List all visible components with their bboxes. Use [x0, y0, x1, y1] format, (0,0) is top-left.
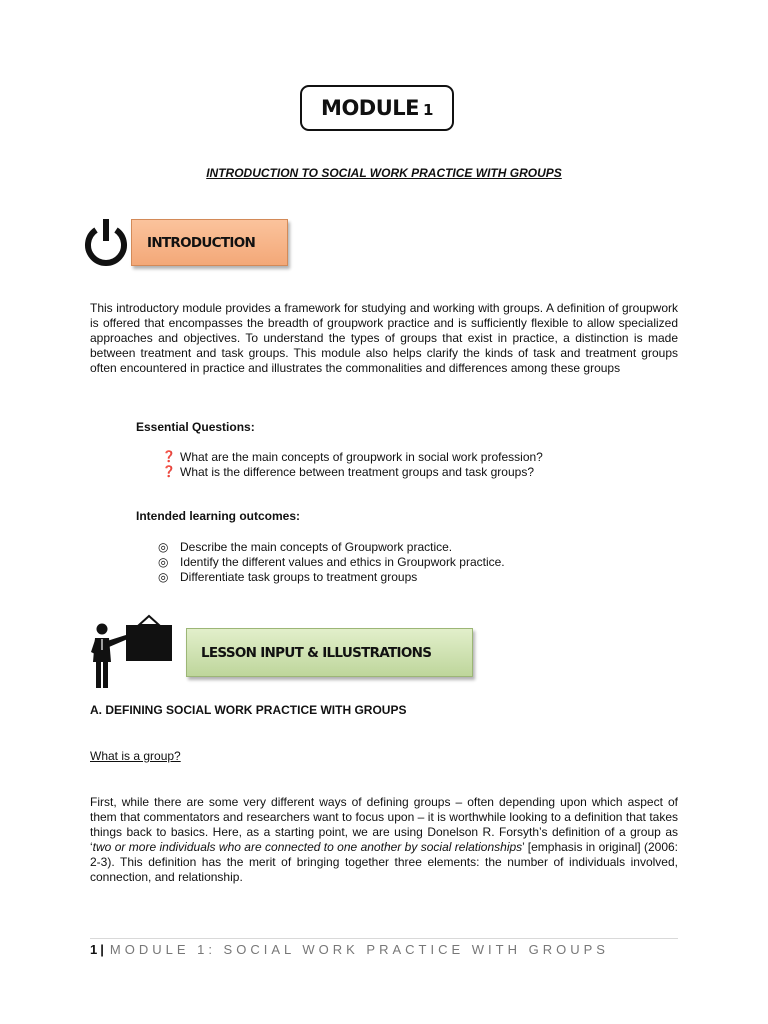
outcome-text: Differentiate task groups to treatment groups: [180, 569, 418, 584]
presenter-icon: [89, 614, 175, 690]
power-icon: [84, 217, 128, 267]
essential-questions-list: [162, 449, 543, 479]
question-bullet-icon: ❓: [162, 451, 176, 463]
footer-separator: |: [100, 942, 104, 957]
question-text: What is the difference between treatment groups and task groups?: [180, 464, 534, 479]
module-number: 1: [423, 101, 433, 119]
essential-questions-heading: Essential Questions:: [136, 420, 255, 434]
list-item: [162, 464, 543, 479]
footer-text: MODULE 1: SOCIAL WORK PRACTICE WITH GROUPS: [109, 942, 609, 957]
group-definition-paragraph: [90, 795, 678, 884]
introduction-label: INTRODUCTION: [147, 234, 256, 251]
learning-outcomes-list: [158, 539, 505, 584]
target-bullet-icon: ◎: [158, 569, 169, 584]
module-label: MODULE: [321, 96, 420, 120]
learning-outcomes-heading: Intended learning outcomes:: [136, 509, 301, 523]
target-bullet-icon: ◎: [158, 554, 169, 569]
module-title-box: [300, 85, 454, 131]
section-subheading: What is a group?: [90, 749, 181, 763]
lesson-input-label: LESSON INPUT & ILLUSTRATIONS: [201, 644, 432, 661]
footer-divider: [90, 938, 678, 939]
list-item: [158, 569, 505, 584]
list-item: [158, 539, 505, 554]
list-item: [162, 449, 543, 464]
introduction-paragraph: This introductory module provides a framework for studying and working with groups. A definition of groupwork is offered that encompasses the breadth of groupwork practice and is sufficiently flexible to allow specialized approaches and objectives. To understand the types of groups that exist in practice, a distinction is made between treatment and task groups. This module also helps clarify the kinds of task and treatment groups often encountered in practice and illustrates the commonalities and differences among these groups: [90, 301, 678, 375]
outcome-text: Describe the main concepts of Groupwork practice.: [180, 539, 453, 554]
introduction-banner: [131, 219, 288, 266]
question-text: What are the main concepts of groupwork in social work profession?: [180, 449, 543, 464]
module-subtitle: INTRODUCTION TO SOCIAL WORK PRACTICE WITH GROUPS: [206, 166, 562, 180]
page-number: 1: [90, 942, 98, 957]
list-item: [158, 554, 505, 569]
target-bullet-icon: ◎: [158, 539, 169, 554]
lesson-input-banner: [186, 628, 473, 677]
paragraph-text: First, while there are some very different ways of defining groups – often depending upon which aspect of them that commentators and researchers want to focus upon – it is worthwhile looking to a definition that takes things back to basics. Here, as a starting point, we are using Donelson R. Forsyth’s definition of a group as ‘: [90, 795, 678, 854]
definition-quote: two or more individuals who are connected to one another by social relationships: [92, 839, 523, 854]
page-footer: [90, 942, 609, 957]
section-heading: A. DEFINING SOCIAL WORK PRACTICE WITH GROUPS: [90, 703, 407, 717]
outcome-text: Identify the different values and ethics in Groupwork practice.: [180, 554, 505, 569]
paragraph-text: ’ [emphasis in original] (2006: 2-3). This definition has the merit of bringing together three elements: the number of individuals involved, connection, and relationship.: [90, 839, 678, 884]
question-bullet-icon: ❓: [162, 466, 176, 478]
